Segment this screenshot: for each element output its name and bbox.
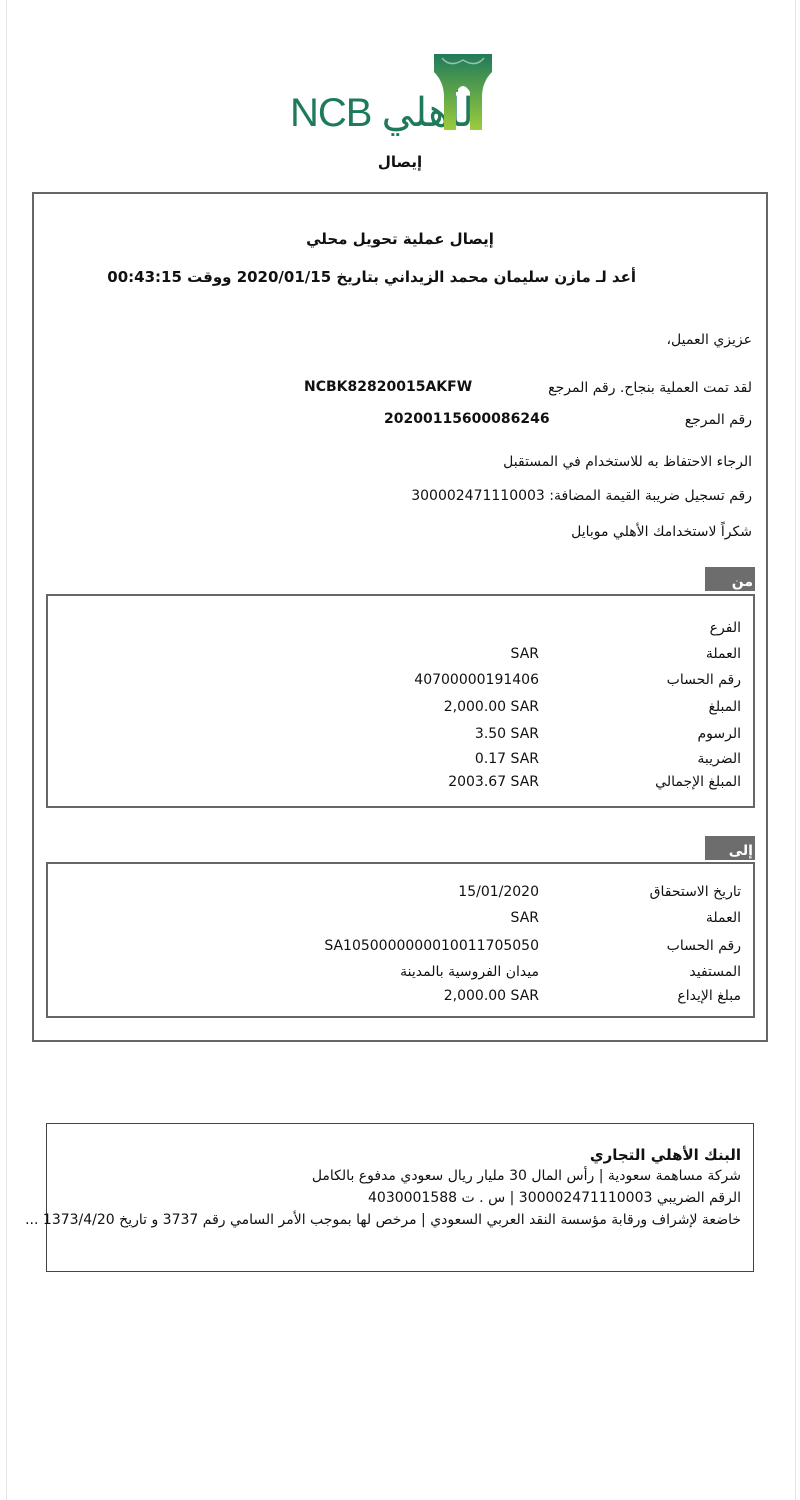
prepared-for: أعد لـ مازن سليمان محمد الزيداني بتاريخ 2020/01/15 ووقت 00:43:15 — [107, 268, 636, 286]
row-value: SA1050000000010011705050 — [324, 938, 539, 954]
from-row-fees — [48, 726, 753, 750]
row-value: 40700000191406 — [414, 672, 539, 688]
row-label: المبلغ الإجمالي — [655, 774, 741, 790]
ncb-arch-icon — [432, 52, 494, 132]
from-row-account — [48, 672, 753, 696]
footer-line-tax: الرقم الضريبي 300002471110003 | س . ت 4030001588 — [368, 1190, 741, 1206]
row-value: SAR — [510, 910, 539, 926]
row-value: SAR — [510, 646, 539, 662]
row-value: 2,000.00 SAR — [443, 699, 539, 715]
greeting: عزيزي العميل، — [666, 332, 752, 348]
row-label: الفرع — [709, 620, 741, 636]
row-value: 15/01/2020 — [458, 884, 539, 900]
to-section-tab: إلى — [705, 836, 755, 860]
row-label: العملة — [705, 910, 741, 926]
row-value: ميدان الفروسية بالمدينة — [400, 964, 539, 980]
row-label: رقم الحساب — [666, 672, 741, 688]
from-row-total — [48, 774, 753, 798]
to-row-account — [48, 938, 753, 962]
keep-note: الرجاء الاحتفاظ به للاستخدام في المستقبل — [503, 454, 752, 470]
from-section-tab: من — [705, 567, 755, 591]
row-value: 3.50 SAR — [474, 726, 539, 742]
vat-line: رقم تسجيل ضريبة القيمة المضافة: 300002471110003 — [411, 488, 752, 504]
receipt-heading: إيصال عملية تحويل محلي — [306, 230, 494, 248]
from-row-branch — [48, 620, 753, 644]
from-row-amount — [48, 699, 753, 723]
ref-value: 20200115600086246 — [384, 411, 550, 427]
row-label: تاريخ الاستحقاق — [649, 884, 741, 900]
footer-line-capital: شركة مساهمة سعودية | رأس المال 30 مليار ريال سعودي مدفوع بالكامل — [311, 1168, 741, 1184]
row-label: الضريبة — [697, 751, 741, 767]
to-section — [46, 862, 755, 1018]
row-label: مبلغ الإيداع — [677, 988, 741, 1004]
logo-text: NCB الأهلي — [290, 91, 485, 135]
ncb-logo — [290, 52, 495, 137]
row-value: 2,000.00 SAR — [443, 988, 539, 1004]
row-label: العملة — [705, 646, 741, 662]
from-row-tax — [48, 751, 753, 775]
to-row-deposit-amount — [48, 988, 753, 1012]
row-value: 2003.67 SAR — [448, 774, 539, 790]
page-title: إيصال — [377, 153, 423, 171]
row-label: المبلغ — [708, 699, 741, 715]
to-row-beneficiary — [48, 964, 753, 988]
row-label: الرسوم — [697, 726, 741, 742]
footer-line-license: خاضعة لإشراف ورقابة مؤسسة النقد العربي السعودي | مرخص لها بموجب الأمر السامي رقم 3737 و تاريخ 1373/4/20 ... — [25, 1212, 741, 1228]
from-row-currency — [48, 646, 753, 670]
row-label: المستفيد — [689, 964, 741, 980]
to-row-currency — [48, 910, 753, 934]
success-ref: NCBK82820015AKFW — [304, 379, 473, 395]
bank-footer — [25, 1123, 754, 1272]
from-section — [46, 594, 755, 808]
to-row-due-date — [48, 884, 753, 908]
thanks: شكراً لاستخدامك الأهلي موبايل — [571, 524, 752, 540]
bank-name: البنك الأهلي التجاري — [589, 1146, 741, 1164]
ref-label: رقم المرجع — [684, 412, 752, 428]
row-value: 0.17 SAR — [474, 751, 539, 767]
row-label: رقم الحساب — [666, 938, 741, 954]
success-label: لقد تمت العملية بنجاح. رقم المرجع — [548, 380, 752, 396]
